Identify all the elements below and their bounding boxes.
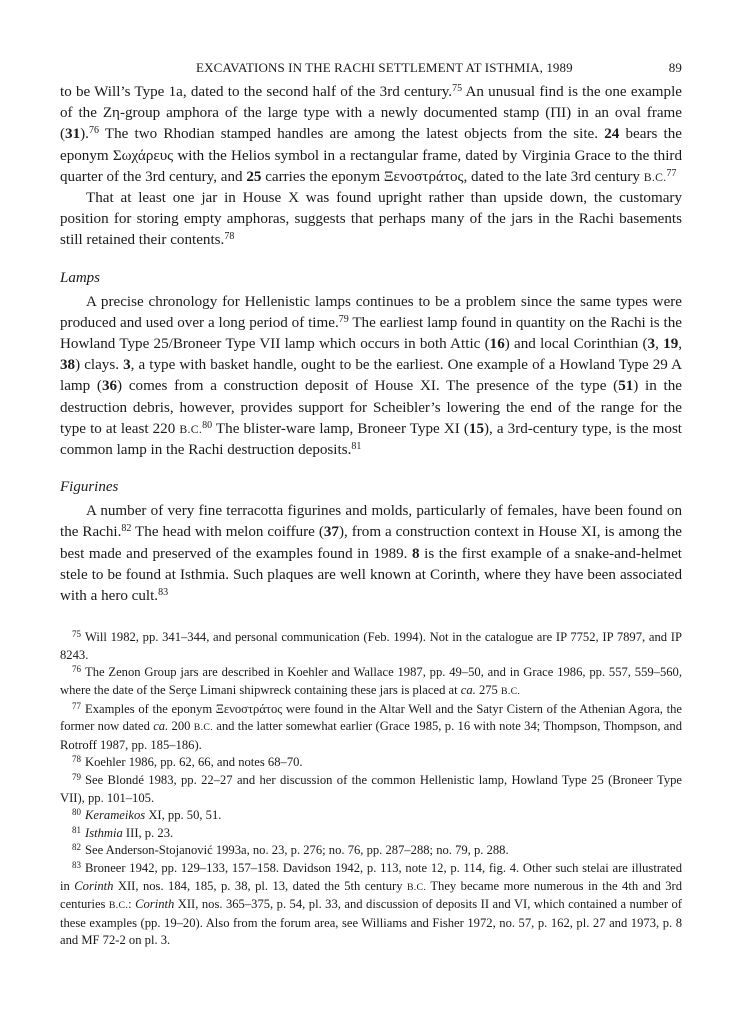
footnote-83: $^{83}$ Broneer 1942, pp. 129–133, 157–158. Davidson 1942, p. 113, note 12, p. 114, fig. 4. Other such stelai are illustrated in Corinth XII, nos. 184, 185, p. 38, pl. 13, dated the 5th century B.C. They became more numerous in the 4th and 3rd centuries B.C.: Corinth XII, nos. 365–375, p. 54, pl. 33, and discussion of deposits II and VI, which contained a number of these examples (pp. 19–20). Also from the forum area, see Williams and Fisher 1972, no. 57, p. 162, pl. 27 and 1973, p. 8 and MF 72-2 on pl. 3. (60, 859, 683, 948)
catalogue-ref: 3 (123, 357, 131, 374)
footnote-76: $^{76}$ The Zenon Group jars are described in Koehler and Wallace 1987, pp. 49–50, and in Grace 1986, pp. 557, 559–560, where the date of the Serçe Limani shipwreck containing these jars is placed at ca. 275 B.C. (60, 664, 682, 698)
body-text (60, 82, 682, 607)
footnote-ref-79[interactable]: 79 (338, 313, 349, 325)
footnote-ref-76[interactable]: 76 (88, 125, 99, 137)
footnote-ref-81[interactable]: 81 (351, 441, 362, 453)
page (60, 60, 682, 950)
footnote-ref-83[interactable]: 83 (158, 587, 169, 599)
catalogue-ref: 8 (412, 545, 420, 562)
paragraph-figurines: A number of very fine terracotta figurines and molds, particularly of females, have been found on the Rachi.$^{82}$ The head with melon coiffure (37), from a construction context in House XI, is among the best made and preserved of the examples found in 1989. 8 is the first example of a snake-and-helmet stele to be found at Isthmia. Such plaques are well known at Corinth, where they have been associated with a hero cult.$^{83}$ (60, 503, 683, 605)
catalogue-ref: 25 (246, 168, 262, 185)
running-title: EXCAVATIONS IN THE RACHI SETTLEMENT AT ISTHMIA, 1989 (196, 60, 573, 75)
catalogue-ref: 38 (60, 357, 76, 374)
paragraph-amphoras: to be Will’s Type 1a, dated to the second half of the 3rd century.$^{75}$ An unusual find is the one example of the Zη-group amphora of the large type with a newly documented stamp (ΠΙ) in an oval frame (31).$^{76}$ The two Rhodian stamped handles are among the latest objects from the site. 24 bears the eponym Σωχάρευς with the Helios symbol in a rectangular frame, dated by Virginia Grace to the third quarter of the 3rd century, and 25 carries the eponym Ξενοστράτος, dated to the late 3rd century B.C.$^{77}$ (60, 83, 682, 185)
catalogue-ref: 3 (647, 336, 656, 353)
footnote-80: $^{80}$ Kerameikos XI, pp. 50, 51. (72, 807, 222, 823)
catalogue-ref: 19 (663, 336, 679, 353)
footnote-ref-80[interactable]: 80 (202, 419, 213, 431)
footnote-78: $^{78}$ Koehler 1986, pp. 62, 66, and notes 68–70. (72, 754, 303, 770)
page-number: 89 (668, 60, 682, 75)
footnote-75: $^{75}$ Will 1982, pp. 341–344, and personal communication (Feb. 1994). Not in the catalogue are IP 7752, IP 7897, and IP 8243. (60, 629, 682, 662)
footnote-79: $^{79}$ See Blondé 1983, pp. 22–27 and her discussion of the common Hellenistic lamp, Howland Type 25 (Broneer Type VII), pp. 101–105. (60, 772, 682, 805)
catalogue-ref: 16 (489, 336, 505, 353)
footnote-ref-75[interactable]: 75 (452, 83, 463, 94)
footnotes (60, 629, 682, 950)
footnote-77: $^{77}$ Examples of the eponym Ξενοστράτος were found in the Altar Well and the Satyr Cistern of the Athenian Agora, the former now dated ca. 200 B.C. and the latter somewhat earlier (Grace 1985, p. 16 with note 34; Thompson, Thompson, and Rotroff 1987, pp. 185–186). (60, 700, 682, 752)
catalogue-ref: 51 (618, 378, 634, 395)
catalogue-ref: 15 (468, 420, 484, 437)
running-head (60, 60, 682, 76)
footnote-81: $^{81}$ Isthmia III, p. 23. (72, 824, 174, 840)
footnote-ref-78[interactable]: 78 (224, 231, 235, 243)
footnote-ref-82[interactable]: 82 (121, 523, 132, 535)
catalogue-ref: 36 (101, 378, 118, 395)
catalogue-ref: 24 (604, 126, 620, 143)
paragraph-house-x: That at least one jar in House X was found upright rather than upside down, the customary position for storing empty amphoras, suggests that perhaps many of the jars in the Rachi basements still retained their contents.$^{78}$ (60, 190, 682, 249)
footnote-ref-77[interactable]: 77 (666, 167, 677, 179)
footnote-82: $^{82}$ See Anderson-Stojanović 1993a, no. 23, p. 276; no. 76, pp. 287–288; no. 79, p. 288. (72, 842, 509, 858)
section-heading-figurines: Figurines (60, 479, 119, 496)
section-heading-lamps: Lamps (60, 269, 101, 286)
catalogue-ref: 37 (323, 524, 339, 541)
paragraph-lamps: A precise chronology for Hellenistic lamps continues to be a problem since the same types were produced and used over a long period of time.$^{79}$ The earliest lamp found in quantity on the Rachi is the Howland Type 25/Broneer Type VII lamp which occurs in both Attic (16) and local Corinthian (3, 19, 38) clays. 3, a type with basket handle, ought to be the earliest. One example of a Howland Type 29 A lamp (36) comes from a construction deposit of House XI. The presence of the type (51) in the destruction debris, however, provides support for Scheibler’s lowering the end of the range for the type to at least 220 B.C.$^{80}$ The blister-ware lamp, Broneer Type XI (15), a 3rd-century type, is the most common lamp in the Rachi destruction deposits.$^{81}$ (60, 293, 683, 459)
catalogue-ref: 31 (65, 126, 81, 143)
